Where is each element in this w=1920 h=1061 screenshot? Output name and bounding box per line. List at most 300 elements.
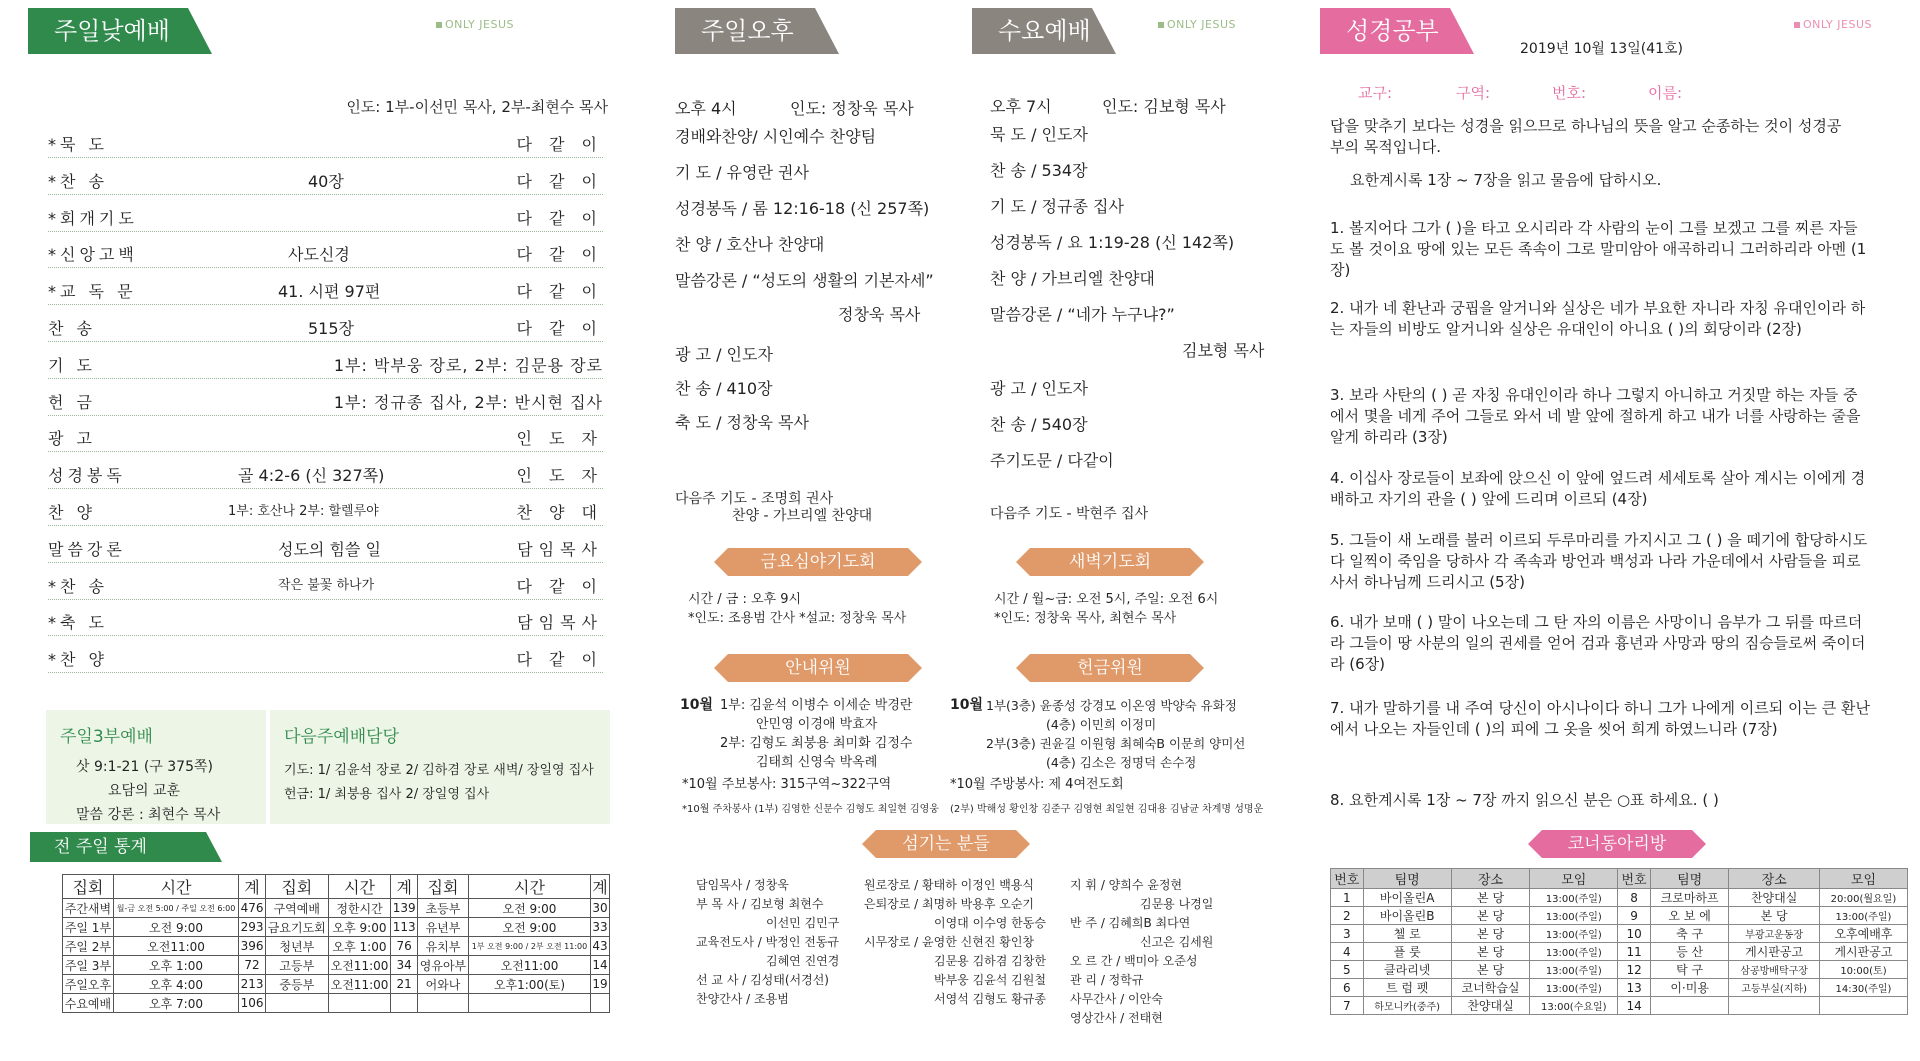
servant-line: 오 르 간 / 백미아 오준성 — [1070, 954, 1198, 968]
offering-line: 1부(3층) 윤종성 강경모 이온영 박양숙 유화정 — [986, 698, 1237, 713]
service-row-leader: 1부: 정규종 집사, 2부: 반시현 집사 — [333, 392, 603, 412]
third-service-line: 말씀 강론 : 최현수 목사 — [76, 807, 221, 823]
offering-list — [986, 696, 1245, 772]
club-cell: 게시판공고 — [1729, 943, 1820, 961]
club-cell: 3 — [1331, 925, 1364, 943]
service-row-leader: 다 같 이 — [516, 650, 603, 670]
servant-line: 선 교 사 / 김성태(서경선) — [696, 973, 829, 987]
afternoon-item: 축 도 / 정창욱 목사 — [675, 413, 809, 432]
servant-line: 부 목 사 / 김보형 최현수 — [696, 897, 824, 911]
offering-title: 헌금위원 — [1030, 654, 1190, 682]
bible-question: 6. 내가 보매 ( ) 말이 나오는데 그 탄 자의 이름은 사망이니 음부가 그 뒤를 따르더라 그들이 땅 사분의 일의 권세를 얻어 검과 흉년과 사망과 땅의 짐승들로써 죽이더라 (6장) — [1330, 613, 1866, 673]
afternoon-time: 오후 4시 — [675, 99, 737, 118]
ushers-line: 안민영 이경애 박효자 — [756, 717, 878, 732]
afternoon-next-praise: 찬양 - 가브리엘 찬양대 — [732, 508, 873, 524]
club-row — [1331, 925, 1908, 943]
stats-cell: 유치부 — [418, 937, 469, 956]
stats-cell: 정한시간 — [328, 899, 391, 918]
service-row-leader: 다 같 이 — [516, 208, 603, 228]
ushers-line: 1부: 김윤석 이병수 이세순 박경란 — [720, 698, 913, 713]
service-row-leader: 인 도 자 — [516, 429, 603, 449]
service-row-detail: 40장 — [308, 171, 344, 191]
stats-cell: 34 — [391, 956, 418, 975]
service-row-leader: 다 같 이 — [516, 245, 603, 265]
field-zone: 구역: — [1456, 84, 1491, 102]
bible-study-date: 2019년 10월 13일(41호) — [1520, 41, 1683, 57]
club-cell: 본 당 — [1451, 943, 1530, 961]
afternoon-item: 찬 송 / 410장 — [675, 379, 773, 398]
stats-cell: 오전11:00 — [468, 956, 590, 975]
club-cell: 13:00(주일) — [1530, 889, 1618, 907]
servants-col3 — [1070, 876, 1213, 1028]
service-row — [48, 122, 603, 158]
club-cell: 13:00(주일) — [1530, 979, 1618, 997]
club-cell: 13 — [1618, 979, 1651, 997]
club-cell: 오 보 에 — [1650, 907, 1729, 925]
stats-cell: 초등부 — [418, 899, 469, 918]
sunday-afternoon-title: 주일오후예배 — [675, 8, 815, 54]
wednesday-item: 찬 송 / 540장 — [990, 415, 1088, 434]
stats-cell: 월-금 오전 5:00 / 주일 오전 6:00 — [113, 899, 238, 918]
field-number: 번호: — [1552, 84, 1587, 102]
service-row — [48, 490, 603, 526]
service-row — [48, 306, 603, 342]
servant-line: 담임목사 / 정창욱 — [696, 878, 789, 892]
club-cell: 14:30(주일) — [1819, 979, 1907, 997]
service-row — [48, 380, 603, 416]
stats-header-cell: 집회 — [63, 875, 114, 899]
stats-cell: 금요기도회 — [265, 918, 328, 937]
service-row-label: *교 독 문 — [48, 282, 137, 302]
sunday-morning-section — [18, 0, 608, 1061]
stats-cell: 14 — [591, 956, 610, 975]
servant-line: 관 리 / 정학규 — [1070, 973, 1144, 987]
servant-line: 은퇴장로 / 최명하 박용후 오순기 — [864, 897, 1034, 911]
servant-line: 반 주 / 김혜희B 최다연 — [1070, 916, 1191, 930]
stats-cell: 어와나 — [418, 975, 469, 994]
stats-cell: 주일오후 — [63, 975, 114, 994]
third-service-title: 주일3부예배 — [60, 727, 153, 747]
club-cell: 9 — [1618, 907, 1651, 925]
service-row-leader: 다 같 이 — [516, 135, 603, 154]
only-jesus-label: ONLY JESUS — [1794, 18, 1872, 31]
next-week-duty-line: 헌금: 1/ 최붕용 집사 2/ 장일영 집사 — [284, 787, 490, 802]
service-row-label: *찬 양 — [48, 650, 108, 670]
stats-cell: 고등부 — [265, 956, 328, 975]
offering-line: (4층) 김소은 정명덕 손수정 — [1046, 755, 1197, 770]
bible-question: 7. 내가 말하기를 내 주여 당신이 아시나이다 하니 그가 나에게 이르되 이는 큰 환난에서 나오는 자들인데 ( )의 피에 그 옷을 씻어 희게 하였느니라 (7장) — [1330, 699, 1870, 738]
club-cell: 13:00(주일) — [1819, 907, 1907, 925]
servant-line: 이선민 김민구 — [766, 916, 840, 930]
stats-cell: 1부 오전 9:00 / 2부 오전 11:00 — [468, 937, 590, 956]
stats-cell: 영유아부 — [418, 956, 469, 975]
offering-line: (4층) 이민희 이정미 — [1046, 717, 1157, 732]
servant-line: 서영석 김형도 황규종 — [934, 992, 1046, 1006]
stats-header-cell: 계 — [591, 875, 610, 899]
club-cell: 부광고운동장 — [1729, 925, 1820, 943]
club-cell: 코너학습실 — [1451, 979, 1530, 997]
club-cell: 11 — [1618, 943, 1651, 961]
club-row — [1331, 943, 1908, 961]
club-header-cell: 팀명 — [1650, 869, 1729, 889]
servant-line: 김문용 김하겸 김창한 — [934, 954, 1046, 968]
stats-cell — [265, 994, 328, 1013]
bible-study-title: 성경공부 — [1320, 8, 1450, 54]
club-cell: 13:00(주일) — [1530, 943, 1618, 961]
wednesday-item: 주기도문 / 다같이 — [990, 451, 1114, 470]
servant-line: 시무장로 / 윤영한 신현진 황인창 — [864, 935, 1034, 949]
servant-line: 영상간사 / 전태현 — [1070, 1011, 1163, 1025]
stats-cell: 오전 9:00 — [468, 899, 590, 918]
service-row — [48, 159, 603, 195]
dawn-prayer-title: 새벽기도회 — [1030, 548, 1190, 576]
service-row-leader: 다 같 이 — [516, 319, 603, 338]
service-row-label: *회개기도 — [48, 208, 138, 228]
stats-cell — [468, 994, 590, 1013]
bible-study-intro: 답을 맞추기 보다는 성경을 읽으므로 하나님의 뜻을 알고 순종하는 것이 성경공부의 목적입니다. — [1330, 117, 1842, 156]
service-row — [48, 453, 603, 489]
wednesday-item: 성경봉독 / 요 1:19-28 (신 142쪽) — [990, 233, 1235, 252]
club-header-cell: 번호 — [1618, 869, 1651, 889]
afternoon-item: 성경봉독 / 롬 12:16-18 (신 257쪽) — [675, 199, 930, 218]
servant-line: 이영대 이수영 한동승 — [934, 916, 1046, 930]
club-cell: 고등부실(지하) — [1729, 979, 1820, 997]
stats-row — [63, 937, 610, 956]
afternoon-item: 경배와찬양/ 시인예수 찬양팀 — [675, 127, 877, 146]
club-header-cell: 장소 — [1729, 869, 1820, 889]
bible-question: 2. 내가 네 환난과 궁핍을 알거니와 실상은 네가 부요한 자니라 자칭 유대인이라 하는 자들의 비방도 알거니와 실상은 유대인이 아니요 ( )의 회당이라 (2장) — [1330, 299, 1866, 338]
club-cell: 13:00(수요일) — [1530, 997, 1618, 1015]
club-cell: 본 당 — [1729, 907, 1820, 925]
service-row — [48, 600, 603, 636]
stats-cell: 21 — [391, 975, 418, 994]
stats-row — [63, 975, 610, 994]
wednesday-title: 수요예배 — [972, 8, 1092, 54]
wednesday-item: 기 도 / 정규종 집사 — [990, 197, 1124, 216]
wednesday-leader: 인도: 김보형 목사 — [1102, 97, 1226, 116]
ushers-extra: *10월 주차봉사 (1부) 김영한 신문수 김형도 최일현 김영웅 — [682, 804, 940, 815]
third-service-line: 삿 9:1-21 (구 375쪽) — [76, 759, 213, 775]
offering-month: 10월 — [950, 697, 984, 713]
club-cell: 찬양대실 — [1451, 997, 1530, 1015]
stats-header-cell: 집회 — [265, 875, 328, 899]
afternoon-item: 기 도 / 유영란 권사 — [675, 163, 809, 182]
service-row-label: *축 도 — [48, 613, 108, 633]
servant-line: 박부웅 김윤석 김원철 — [934, 973, 1046, 987]
dawn-prayer-info — [994, 590, 1218, 628]
servant-line: 김혜연 진연경 — [766, 954, 840, 968]
servant-line: 김문용 나경일 — [1140, 897, 1214, 911]
offering-line: 2부(3층) 권윤길 이원형 최혜숙B 이문희 양미선 — [986, 736, 1246, 751]
stats-cell: 구역예배 — [265, 899, 328, 918]
bible-question: 4. 이십사 장로들이 보좌에 앉으신 이 앞에 엎드려 세세토록 살아 계시는 이에게 경배하고 자기의 관을 ( ) 앞에 드리며 이르되 (4장) — [1330, 469, 1866, 508]
club-row — [1331, 997, 1908, 1015]
service-row-label: 헌 금 — [48, 392, 96, 412]
service-row-detail: 41. 시편 97편 — [278, 282, 381, 302]
service-row-leader: 담임목사 — [517, 539, 603, 559]
only-jesus-label: ONLY JESUS — [1158, 18, 1236, 31]
club-cell: 찬양대실 — [1729, 889, 1820, 907]
offering-duty: *10월 주방봉사: 제 4여전도회 — [950, 777, 1124, 792]
stats-cell: 293 — [239, 918, 266, 937]
wednesday-item: 말씀강론 / “네가 누구냐?” — [990, 305, 1175, 324]
club-row — [1331, 979, 1908, 997]
stats-cell: 청년부 — [265, 937, 328, 956]
club-cell: 5 — [1331, 961, 1364, 979]
stats-cell: 주일 1부 — [63, 918, 114, 937]
service-row-detail: 작은 불꽃 하나가 — [278, 577, 375, 593]
stats-header-cell: 시간 — [328, 875, 391, 899]
club-header-cell: 모임 — [1530, 869, 1618, 889]
club-cell: 바이올린B — [1363, 907, 1451, 925]
afternoon-item: 찬 양 / 호산나 찬양대 — [675, 235, 825, 254]
stats-cell: 106 — [239, 994, 266, 1013]
stats-cell: 오전 9:00 — [113, 918, 238, 937]
stats-cell: 오전11:00 — [113, 937, 238, 956]
club-header-cell: 팀명 — [1363, 869, 1451, 889]
wednesday-next-prayer: 다음주 기도 - 박현주 집사 — [990, 506, 1149, 522]
service-row — [48, 416, 603, 452]
service-row-label: 찬 양 — [48, 503, 96, 522]
stats-cell: 오후 1:00 — [113, 956, 238, 975]
dawn-prayer-line: 시간 / 월~금: 오전 5시, 주일: 오전 6시 — [994, 592, 1219, 607]
sunday-morning-title: 주일낮예배 — [28, 8, 188, 54]
stats-cell — [591, 994, 610, 1013]
club-cell: 플 룻 — [1363, 943, 1451, 961]
ushers-line: 김태희 신영숙 박옥례 — [756, 755, 878, 770]
stats-cell: 오후 4:00 — [113, 975, 238, 994]
bible-question: 1. 볼지어다 그가 ( )을 타고 오시리라 각 사람의 눈이 그를 보겠고 그를 찌른 자들도 볼 것이요 땅에 있는 모든 족속이 그로 말미암아 애곡하리니 그러하리라 아멘 (1장) — [1330, 219, 1867, 279]
service-row-label: *묵 도 — [48, 135, 108, 154]
stats-cell: 오전11:00 — [328, 956, 391, 975]
service-row-detail: 1부: 호산나 2부: 할렐루야 — [228, 504, 379, 519]
club-cell: 13:00(주일) — [1530, 961, 1618, 979]
field-district: 교구: — [1358, 84, 1393, 102]
club-cell: 크로마하프 — [1650, 889, 1729, 907]
stats-cell: 수요예배 — [63, 994, 114, 1013]
club-cell: 하모니카(중주) — [1363, 997, 1451, 1015]
service-row — [48, 343, 603, 379]
sunday-morning-leaders: 인도: 1부-이선민 목사, 2부-최현수 목사 — [346, 98, 608, 116]
club-cell: 트 럼 펫 — [1363, 979, 1451, 997]
service-row-leader: 1부: 박부웅 장로, 2부: 김문용 장로 — [333, 355, 603, 375]
stats-row — [63, 956, 610, 975]
stats-cell: 76 — [391, 937, 418, 956]
stats-cell: 396 — [239, 937, 266, 956]
club-cell: 7 — [1331, 997, 1364, 1015]
club-row — [1331, 961, 1908, 979]
ushers-duty: *10월 주보봉사: 315구역~322구역 — [682, 777, 892, 792]
stats-cell: 43 — [591, 937, 610, 956]
stats-cell: 주일 2부 — [63, 937, 114, 956]
ushers-month: 10월 — [680, 697, 714, 713]
wednesday-section — [950, 0, 1288, 1061]
club-cell: 8 — [1618, 889, 1651, 907]
bible-question: 3. 보라 사탄의 ( ) 곧 자칭 유대인이라 하나 그렇지 아니하고 거짓말 하는 자들 중에서 몇을 네게 주어 그들로 와서 네 발 앞에 절하게 하고 내가 너를 사랑하는 줄을 알게 하리라 (3장) — [1330, 386, 1861, 446]
service-row-leader: 다 같 이 — [516, 282, 603, 302]
servant-line: 신고은 김세원 — [1140, 935, 1214, 949]
service-row-detail: 성도의 힘쓸 일 — [278, 539, 381, 559]
wednesday-item: 찬 송 / 534장 — [990, 161, 1088, 180]
afternoon-leader: 인도: 정창욱 목사 — [790, 99, 914, 118]
club-row — [1331, 889, 1908, 907]
next-week-duty-box — [270, 710, 610, 824]
club-cell: 13:00(주일) — [1530, 907, 1618, 925]
servants-title: 섬기는 분들 — [876, 830, 1016, 858]
stats-header-cell: 계 — [391, 875, 418, 899]
club-cell: 본 당 — [1451, 907, 1530, 925]
club-cell: 본 당 — [1451, 961, 1530, 979]
bible-question: 5. 그들이 새 노래를 불러 이르되 두루마리를 가지시고 그 ( ) 을 떼기에 합당하시도다 일찍이 죽임을 당하사 각 족속과 방언과 백성과 나라 가운데에서 사람들을 피로 사서 하나님께 드리시고 (5장) — [1330, 531, 1868, 591]
club-table — [1330, 868, 1908, 1015]
stats-cell: 113 — [391, 918, 418, 937]
club-cell: 6 — [1331, 979, 1364, 997]
ushers-line: 2부: 김형도 최붕용 최미화 김정수 — [720, 736, 913, 751]
wednesday-item: 김보형 목사 — [1182, 341, 1265, 360]
club-title: 코너동아리방 — [1542, 830, 1692, 858]
third-service-box — [46, 710, 266, 824]
service-row — [48, 564, 603, 600]
servant-line: 사무간사 / 이안숙 — [1070, 992, 1163, 1006]
club-cell: 등 산 — [1650, 943, 1729, 961]
club-row — [1331, 907, 1908, 925]
club-cell: 삼공방배탁구장 — [1729, 961, 1820, 979]
stats-header-cell: 집회 — [418, 875, 469, 899]
club-cell: 10 — [1618, 925, 1651, 943]
service-row-label: *신앙고백 — [48, 245, 138, 265]
stats-cell: 오후 7:00 — [113, 994, 238, 1013]
only-jesus-label: ONLY JESUS — [436, 18, 514, 31]
service-row-leader: 다 같 이 — [516, 576, 603, 596]
friday-prayer-line: *인도: 조용범 간사 *설교: 정창욱 목사 — [688, 611, 907, 626]
wednesday-time: 오후 7시 — [990, 97, 1052, 116]
service-row-label: *찬 송 — [48, 576, 108, 596]
service-row-detail: 사도신경 — [288, 245, 350, 265]
service-row-label: 기 도 — [48, 355, 96, 375]
stats-table — [62, 874, 610, 1013]
stats-cell: 주간새벽 — [63, 899, 114, 918]
club-cell: 2 — [1331, 907, 1364, 925]
service-row-label: 광 고 — [48, 429, 96, 449]
stats-cell — [391, 994, 418, 1013]
service-row — [48, 196, 603, 232]
servant-line: 교육전도사 / 박정인 전동규 — [696, 935, 839, 949]
stats-row — [63, 994, 610, 1013]
friday-prayer-title: 금요심야기도회 — [728, 548, 908, 576]
friday-prayer-line: 시간 / 금 : 오후 9시 — [688, 592, 802, 607]
wednesday-item: 광 고 / 인도자 — [990, 379, 1088, 398]
ushers-list — [720, 696, 912, 772]
service-row-label: *찬 송 — [48, 171, 108, 191]
stats-cell: 오전 9:00 — [468, 918, 590, 937]
club-cell: 14 — [1618, 997, 1651, 1015]
service-row-leader: 찬 양 대 — [516, 503, 603, 522]
service-row — [48, 527, 603, 563]
club-cell: 오후예배후 — [1819, 925, 1907, 943]
stats-cell: 30 — [591, 899, 610, 918]
stats-cell: 주일 3부 — [63, 956, 114, 975]
offering-extra: (2부) 박해성 황인창 김준구 김영현 최일현 김대용 김남균 차계명 성명운 — [950, 804, 1264, 815]
stats-cell: 33 — [591, 918, 610, 937]
stats-cell: 오후 9:00 — [328, 918, 391, 937]
club-cell: 바이올린A — [1363, 889, 1451, 907]
stats-cell: 중등부 — [265, 975, 328, 994]
stats-cell: 72 — [239, 956, 266, 975]
stats-cell: 오후 1:00 — [328, 937, 391, 956]
ushers-title: 안내위원 — [728, 654, 908, 682]
service-row-label: 말씀강론 — [48, 539, 126, 559]
club-cell: 본 당 — [1451, 889, 1530, 907]
club-cell: 1 — [1331, 889, 1364, 907]
servants-col1 — [696, 876, 839, 1009]
stats-cell — [418, 994, 469, 1013]
stats-cell: 139 — [391, 899, 418, 918]
club-cell — [1729, 997, 1820, 1015]
service-row-label: 성경봉독 — [48, 466, 126, 486]
club-cell: 첼 로 — [1363, 925, 1451, 943]
wednesday-item: 묵 도 / 인도자 — [990, 125, 1088, 144]
club-header-cell: 장소 — [1451, 869, 1530, 889]
service-row-leader: 인 도 자 — [516, 466, 603, 486]
service-row-leader: 다 같 이 — [516, 171, 603, 191]
next-week-duty-line: 기도: 1/ 김윤석 장로 2/ 김하겸 장로 새벽/ 장일영 집사 — [284, 763, 594, 778]
service-row — [48, 269, 603, 305]
stats-cell: 213 — [239, 975, 266, 994]
club-cell: 본 당 — [1451, 925, 1530, 943]
third-service-line: 요담의 교훈 — [108, 783, 181, 799]
club-cell: 축 구 — [1650, 925, 1729, 943]
bible-study-section — [1316, 0, 1916, 1061]
stats-cell — [328, 994, 391, 1013]
stats-header-cell: 계 — [239, 875, 266, 899]
club-cell: 20:00(월요일) — [1819, 889, 1907, 907]
bible-study-instruction: 요한계시록 1장 ~ 7장을 읽고 물음에 답하시오. — [1350, 171, 1662, 189]
next-week-duty-title: 다음주예배담당 — [284, 727, 399, 747]
afternoon-next-prayer: 다음주 기도 - 조명희 권사 — [675, 491, 834, 507]
stats-cell: 유년부 — [418, 918, 469, 937]
stats-cell: 오후1:00(토) — [468, 975, 590, 994]
stats-row — [63, 899, 610, 918]
servant-line: 지 휘 / 양희수 윤정현 — [1070, 878, 1183, 892]
service-row — [48, 637, 603, 673]
club-cell: 탁 구 — [1650, 961, 1729, 979]
service-row-detail: 골 4:2-6 (신 327쪽) — [238, 466, 385, 486]
club-cell — [1819, 997, 1907, 1015]
dawn-prayer-line: *인도: 정창욱 목사, 최현수 목사 — [994, 611, 1177, 626]
servant-line: 원로장로 / 황태하 이정인 백용식 — [864, 878, 1034, 892]
afternoon-item: 말씀강론 / “성도의 생활의 기본자세” — [675, 271, 934, 290]
stats-cell: 19 — [591, 975, 610, 994]
club-cell: 10:00(토) — [1819, 961, 1907, 979]
stats-header-cell: 시간 — [113, 875, 238, 899]
service-row — [48, 232, 603, 268]
club-cell — [1650, 997, 1729, 1015]
bible-question: 8. 요한계시록 1장 ~ 7장 까지 읽으신 분은 ○표 하세요. ( ) — [1330, 791, 1719, 809]
stats-title: 전 주일 통계 — [30, 832, 206, 862]
wednesday-item: 찬 양 / 가브리엘 찬양대 — [990, 269, 1155, 288]
friday-prayer-info — [688, 590, 906, 628]
service-row-detail: 515장 — [308, 319, 354, 338]
stats-row — [63, 918, 610, 937]
club-cell: 클라리넷 — [1363, 961, 1451, 979]
stats-cell: 476 — [239, 899, 266, 918]
afternoon-item: 정창욱 목사 — [838, 305, 921, 324]
club-cell: 13:00(주일) — [1530, 925, 1618, 943]
club-cell: 게시판공고 — [1819, 943, 1907, 961]
club-header-cell: 모임 — [1819, 869, 1907, 889]
service-row-leader: 담임목사 — [517, 613, 603, 633]
club-header-cell: 번호 — [1331, 869, 1364, 889]
